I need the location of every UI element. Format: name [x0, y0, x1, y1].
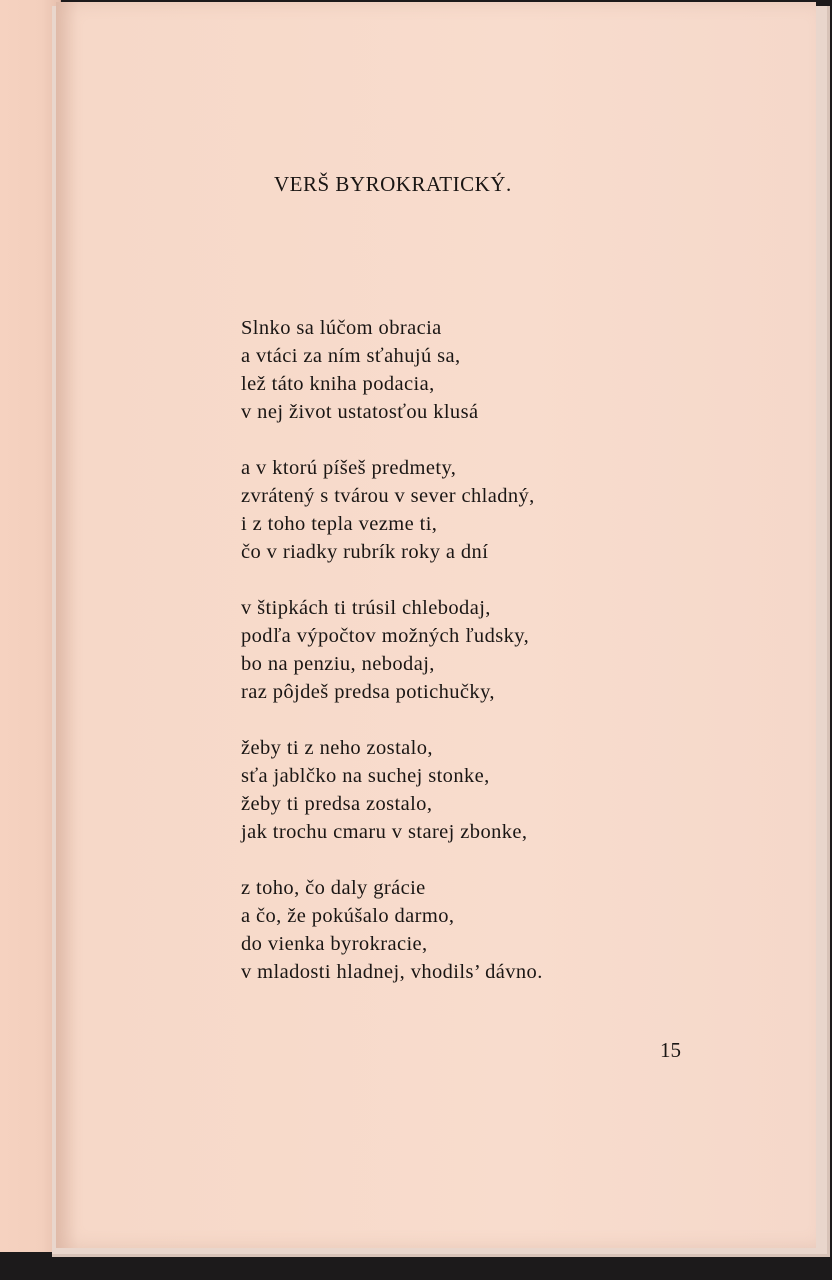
- poem-line: v štipkách ti trúsil chlebodaj,: [241, 597, 491, 619]
- poem-line: zvrátený s tvárou v sever chladný,: [241, 485, 535, 507]
- poem-line: a vtáci za ním sťahujú sa,: [241, 345, 461, 367]
- poem-line: a čo, že pokúšalo darmo,: [241, 905, 455, 927]
- poem-line: v mladosti hladnej, vhodils’ dávno.: [241, 961, 543, 983]
- poem-line: raz pôjdeš predsa potichučky,: [241, 681, 495, 703]
- poem-line: čo v riadky rubrík roky a dní: [241, 541, 489, 563]
- poem-line: z toho, čo daly grácie: [241, 877, 426, 899]
- poem-line: lež táto kniha podacia,: [241, 373, 435, 395]
- poem-line: bo na penziu, nebodaj,: [241, 653, 435, 675]
- poem-title: VERŠ BYROKRATICKÝ.: [274, 172, 512, 196]
- poem-line: Slnko sa lúčom obracia: [241, 317, 442, 339]
- poem-line: v nej život ustatosťou klusá: [241, 401, 479, 423]
- poem-line: i z toho tepla vezme ti,: [241, 513, 438, 535]
- poem-line: jak trochu cmaru v starej zbonke,: [241, 821, 528, 843]
- stanza: [241, 734, 661, 846]
- stanza: [241, 454, 661, 566]
- poem-body: [241, 314, 661, 1014]
- page-number: 15: [660, 1038, 681, 1062]
- poem-line: podľa výpočtov možných ľudsky,: [241, 625, 530, 647]
- poem-line: žeby ti predsa zostalo,: [241, 793, 433, 815]
- stanza: [241, 594, 661, 706]
- poem-line: a v ktorú píšeš predmety,: [241, 457, 457, 479]
- poem-line: žeby ti z neho zostalo,: [241, 737, 433, 759]
- stanza: [241, 314, 661, 426]
- poem-line: sťa jablčko na suchej stonke,: [241, 765, 490, 787]
- stanza: [241, 874, 661, 986]
- poem-line: do vienka byrokracie,: [241, 933, 428, 955]
